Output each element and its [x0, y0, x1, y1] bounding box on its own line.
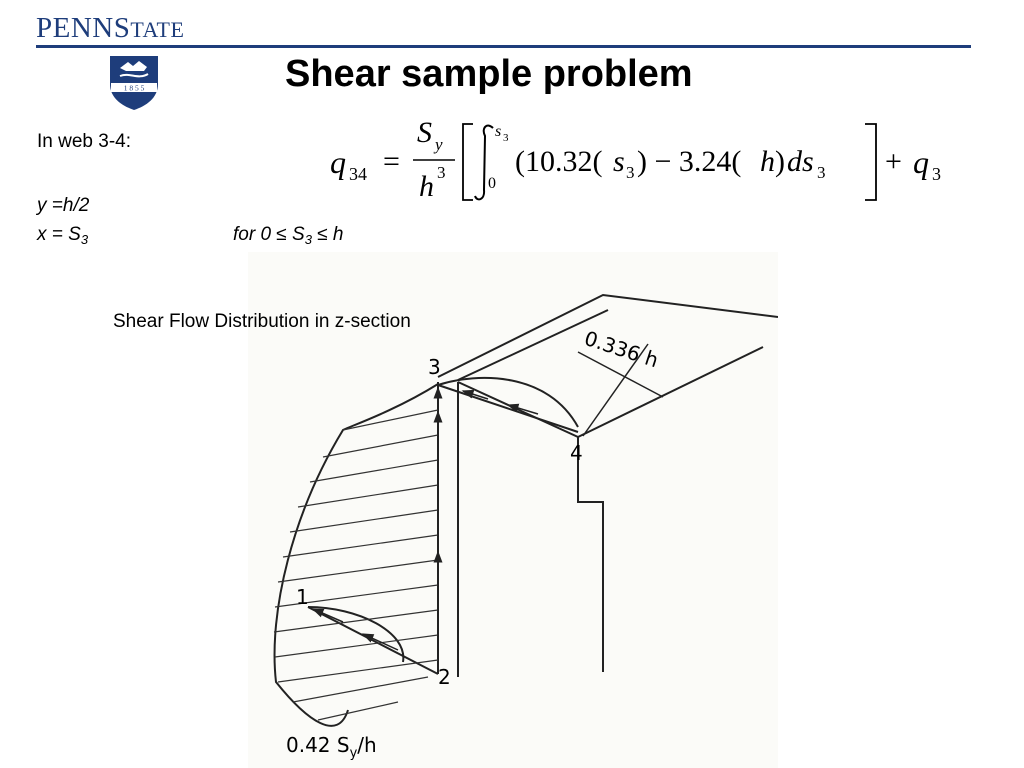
- y-definition: y =h/2: [37, 195, 90, 216]
- eq-tail-var: q: [913, 144, 929, 180]
- pennstate-wordmark: [36, 14, 184, 43]
- range-definition: [233, 225, 343, 246]
- eq-right-bracket: [865, 124, 876, 200]
- eq-left-bracket: [463, 124, 473, 200]
- bottom-label-suffix: /h: [357, 733, 377, 757]
- eq-body-ds: ds: [787, 145, 814, 178]
- dimension-label: 0.336 h: [581, 325, 662, 373]
- web-hatching: [274, 410, 438, 720]
- bottom-label: [286, 733, 377, 761]
- seal-year: 1 8 5 5: [123, 83, 145, 93]
- logo-part-penn: PENN: [36, 12, 114, 44]
- eq-body-h: h: [760, 145, 775, 178]
- range-text: for 0 ≤ S: [233, 224, 305, 245]
- point-label-2: 2: [438, 665, 451, 689]
- eq-equals: =: [383, 145, 400, 178]
- web-outline: [458, 382, 603, 672]
- eq-int-upper-sub: 3: [503, 132, 509, 144]
- x-def-sub: 3: [80, 232, 89, 247]
- point-label-4: 4: [570, 441, 583, 465]
- logo-part-tate: TATE: [130, 17, 185, 42]
- bottom-label-prefix: 0.42 S: [286, 733, 350, 757]
- point-label-1: 1: [296, 585, 309, 609]
- eq-lhs-sub: 34: [349, 164, 367, 184]
- eq-body-3: ): [775, 145, 785, 178]
- flange12-arrow-1: [313, 609, 343, 622]
- shear-flow-equation: [325, 110, 975, 205]
- logo-part-s: S: [113, 12, 131, 44]
- eq-body-ds-sub: 3: [817, 163, 826, 182]
- eq-body-s-sub: 3: [626, 163, 635, 182]
- bottom-label-sub: y: [349, 746, 358, 761]
- eq-plus: +: [885, 145, 902, 178]
- eq-body-2: ) − 3.24(: [637, 145, 742, 178]
- x-def-text: x = S: [37, 224, 81, 245]
- university-shield-icon: [108, 54, 160, 112]
- eq-tail-sub: 3: [932, 164, 941, 184]
- web-label: In web 3-4:: [37, 131, 131, 152]
- eq-num-sub: y: [435, 135, 443, 154]
- range-suffix: ≤ h: [311, 224, 344, 245]
- eq-body-s: s: [613, 145, 625, 178]
- eq-den-sup: 3: [437, 163, 446, 182]
- range-sub: 3: [304, 232, 312, 247]
- eq-lhs-var: q: [330, 144, 346, 180]
- x-definition: [37, 225, 88, 246]
- slide-title: Shear sample problem: [285, 53, 693, 95]
- flange-lower-edge: [308, 607, 438, 674]
- figure-caption: Shear Flow Distribution in z-section: [113, 311, 411, 332]
- eq-den-var: h: [419, 170, 434, 203]
- eq-body-1: (10.32(: [515, 145, 603, 178]
- eq-num-var: S: [417, 116, 432, 149]
- header-rule: [36, 45, 971, 48]
- eq-int-upper: s: [495, 123, 502, 140]
- eq-int-lower: 0: [488, 175, 496, 192]
- point-label-3: 3: [428, 355, 441, 379]
- flange-bottom-edge: [578, 347, 763, 437]
